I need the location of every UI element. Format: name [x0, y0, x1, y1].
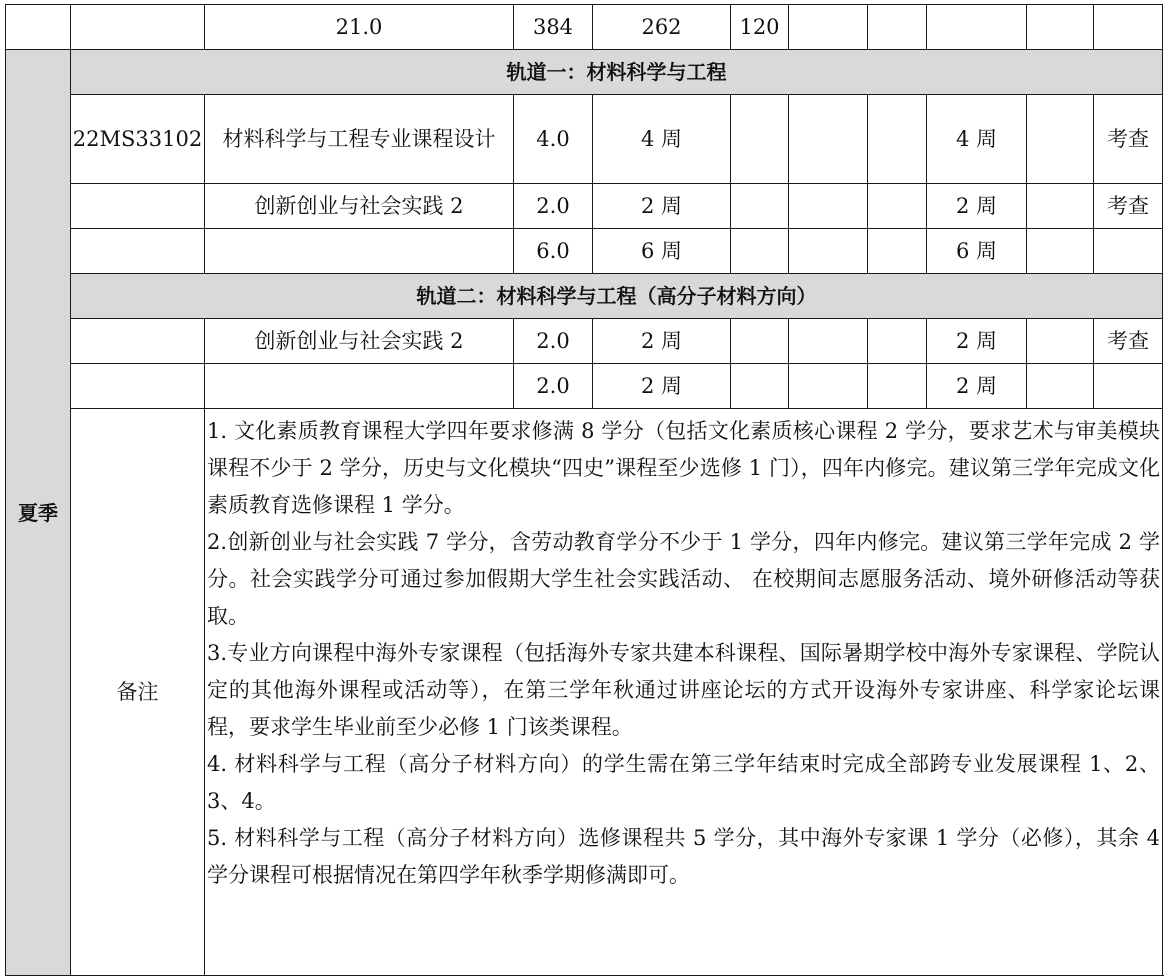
notes-content: [205, 409, 1163, 976]
practice-hours: 2 周: [927, 319, 1027, 364]
hours-total: 2 周: [593, 319, 731, 364]
table-row: [6, 319, 1163, 364]
table-cell: [731, 229, 789, 274]
table-cell: [731, 184, 789, 229]
note-item-1: 1. 文化素质教育课程大学四年要求修满 8 学分（包括文化素质核心课程 2 学分，要求艺术与审美模块课程不少于 2 学分，历史与文化模块“四史”课程至少选修 1 门），四年内修完。建议第三学年完成文化素质教育选修课程 1 学分。: [207, 419, 1160, 517]
course-name: 创新创业与社会实践 2: [205, 184, 514, 229]
note-item-3: 3.专业方向课程中海外专家课程（包括海外专家共建本科课程、国际暑期学校中海外专家课程、学院认定的其他海外课程或活动等），在第三学年秋通过讲座论坛的方式开设海外专家讲座、科学家论坛课程，要求学生毕业前至少必修 1 门该类课程。: [207, 641, 1160, 739]
table-cell: 384: [514, 5, 593, 50]
table-cell: [1094, 364, 1163, 409]
practice-hours: 2 周: [927, 364, 1027, 409]
notes-row: [6, 409, 1163, 976]
table-cell: [868, 319, 927, 364]
table-cell: 262: [593, 5, 731, 50]
table-cell: [789, 184, 868, 229]
course-name: 材料科学与工程专业课程设计: [205, 95, 514, 184]
table-cell: [868, 364, 927, 409]
table-cell: 120: [731, 5, 789, 50]
table-cell: [789, 95, 868, 184]
hours-total: 2 周: [593, 364, 731, 409]
curriculum-table: [5, 4, 1163, 976]
note-item-2: 2.创新创业与社会实践 7 学分，含劳动教育学分不少于 1 学分，四年内修完。建议第三学年完成 2 学分。社会实践学分可通过参加假期大学生社会实践活动、 在校期间志愿服务活动、境外研修活动等获取。: [207, 530, 1160, 628]
track-heading-row: [6, 274, 1163, 319]
practice-hours: 4 周: [927, 95, 1027, 184]
credits: 2.0: [514, 184, 593, 229]
table-row: [6, 184, 1163, 229]
table-row: [6, 95, 1163, 184]
table-cell: [868, 95, 927, 184]
table-cell: [71, 364, 205, 409]
table-cell: [1027, 184, 1094, 229]
table-cell: [1027, 229, 1094, 274]
table-cell: [1027, 364, 1094, 409]
table-cell: [71, 5, 205, 50]
table-cell: [927, 5, 1027, 50]
course-name: 创新创业与社会实践 2: [205, 319, 514, 364]
credits: 6.0: [514, 229, 593, 274]
table-cell: [1094, 229, 1163, 274]
table-cell: [6, 5, 71, 50]
credits: 2.0: [514, 319, 593, 364]
course-code: 22MS33102: [71, 95, 205, 184]
table-cell: [731, 319, 789, 364]
credits: 4.0: [514, 95, 593, 184]
table-cell: [731, 95, 789, 184]
table-cell: [1027, 5, 1094, 50]
course-code: [71, 319, 205, 364]
notes-label: 备注: [71, 409, 205, 976]
table-cell: 21.0: [205, 5, 514, 50]
table-cell: [731, 364, 789, 409]
table-cell: [1027, 319, 1094, 364]
table-cell: [789, 364, 868, 409]
assessment: 考查: [1094, 95, 1163, 184]
assessment: 考查: [1094, 184, 1163, 229]
credits: 2.0: [514, 364, 593, 409]
table-cell: [1027, 95, 1094, 184]
table-cell: [205, 364, 514, 409]
note-item-4: 4. 材料科学与工程（高分子材料方向）的学生需在第三学年结束时完成全部跨专业发展课程 1、2、3、4。: [207, 752, 1160, 813]
table-cell: [789, 229, 868, 274]
table-cell: [868, 5, 927, 50]
practice-hours: 2 周: [927, 184, 1027, 229]
table-cell: [71, 229, 205, 274]
course-code: [71, 184, 205, 229]
practice-hours: 6 周: [927, 229, 1027, 274]
table-cell: [868, 229, 927, 274]
table-cell: [205, 229, 514, 274]
table-cell: [868, 184, 927, 229]
subtotal-row: [6, 364, 1163, 409]
track2-heading: 轨道二：材料科学与工程（高分子材料方向）: [71, 274, 1163, 319]
season-label: 夏季: [6, 50, 71, 976]
track-heading-row: [6, 50, 1163, 95]
track1-heading: 轨道一：材料科学与工程: [71, 50, 1163, 95]
table-cell: [789, 319, 868, 364]
hours-total: 2 周: [593, 184, 731, 229]
hours-total: 6 周: [593, 229, 731, 274]
table-cell: [1094, 5, 1163, 50]
subtotal-row: [6, 229, 1163, 274]
note-item-5: 5. 材料科学与工程（高分子材料方向）选修课程共 5 学分，其中海外专家课 1 学分（必修），其余 4 学分课程可根据情况在第四学年秋季学期修满即可。: [207, 826, 1160, 887]
hours-total: 4 周: [593, 95, 731, 184]
assessment: 考查: [1094, 319, 1163, 364]
table-cell: [789, 5, 868, 50]
table-row: [6, 5, 1163, 50]
